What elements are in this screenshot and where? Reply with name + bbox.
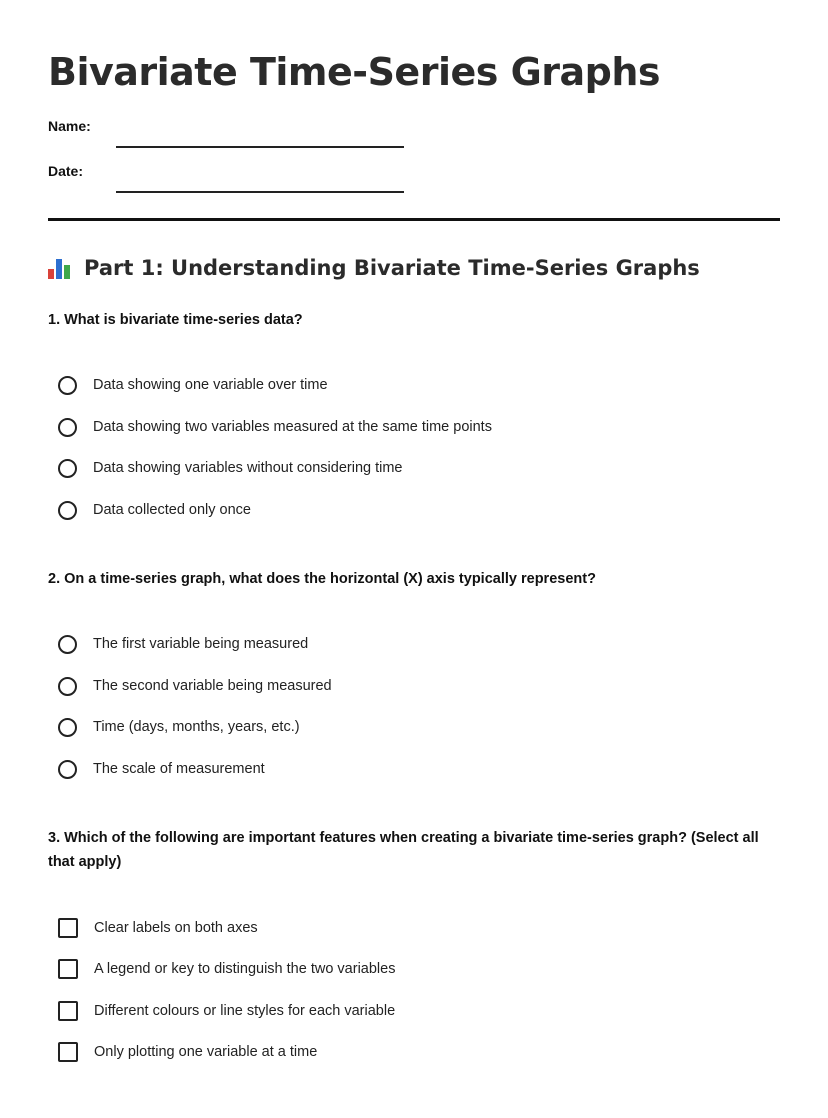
q1-option-1[interactable]	[58, 372, 328, 398]
radio-button[interactable]	[58, 376, 77, 395]
q2-option-1[interactable]	[58, 631, 308, 657]
radio-button[interactable]	[58, 418, 77, 437]
q1-option-4[interactable]	[58, 497, 251, 523]
option-label: A legend or key to distinguish the two variables	[94, 961, 396, 977]
bar-chart-icon	[48, 257, 74, 279]
option-label: The second variable being measured	[93, 678, 332, 694]
q3-option-3[interactable]	[58, 998, 395, 1024]
option-label: Data showing two variables measured at the same time points	[93, 419, 492, 435]
radio-button[interactable]	[58, 760, 77, 779]
q3-option-4[interactable]	[58, 1039, 317, 1065]
checkbox[interactable]	[58, 918, 78, 938]
checkbox[interactable]	[58, 1001, 78, 1021]
date-input-line[interactable]	[116, 191, 404, 193]
q3-option-2[interactable]	[58, 956, 395, 982]
question-1: 1. What is bivariate time-series data?	[48, 312, 303, 328]
option-label: Time (days, months, years, etc.)	[93, 719, 300, 735]
option-label: Data showing variables without considering time	[93, 460, 403, 476]
section-divider	[48, 218, 780, 221]
question-3: 3. Which of the following are important features when creating a bivariate time-series graph? (Select all that apply)	[48, 830, 759, 870]
part1-heading	[48, 256, 700, 280]
name-field	[48, 118, 404, 134]
name-input-line[interactable]	[116, 146, 404, 148]
q1-option-2[interactable]	[58, 414, 492, 440]
option-label: Only plotting one variable at a time	[94, 1044, 318, 1060]
worksheet-title: Bivariate Time-Series Graphs	[48, 50, 661, 94]
radio-button[interactable]	[58, 459, 77, 478]
q1-option-3[interactable]	[58, 455, 403, 481]
option-label: Different colours or line styles for each variable	[94, 1003, 396, 1019]
q2-option-2[interactable]	[58, 673, 332, 699]
option-label: Clear labels on both axes	[94, 920, 258, 936]
part1-heading-text: Part 1: Understanding Bivariate Time-Series Graphs	[84, 256, 700, 280]
radio-button[interactable]	[58, 677, 77, 696]
option-label: Data collected only once	[93, 502, 251, 518]
date-label: Date:	[48, 163, 84, 179]
radio-button[interactable]	[58, 635, 77, 654]
checkbox[interactable]	[58, 1042, 78, 1062]
option-label: The first variable being measured	[93, 636, 309, 652]
q2-option-3[interactable]	[58, 714, 300, 740]
radio-button[interactable]	[58, 501, 77, 520]
question-2: 2. On a time-series graph, what does the horizontal (X) axis typically represent?	[48, 571, 596, 587]
q3-option-1[interactable]	[58, 915, 258, 941]
checkbox[interactable]	[58, 959, 78, 979]
radio-button[interactable]	[58, 718, 77, 737]
option-label: Data showing one variable over time	[93, 377, 328, 393]
date-field	[48, 163, 404, 179]
q2-option-4[interactable]	[58, 756, 265, 782]
option-label: The scale of measurement	[93, 761, 265, 777]
name-label: Name:	[48, 118, 91, 134]
